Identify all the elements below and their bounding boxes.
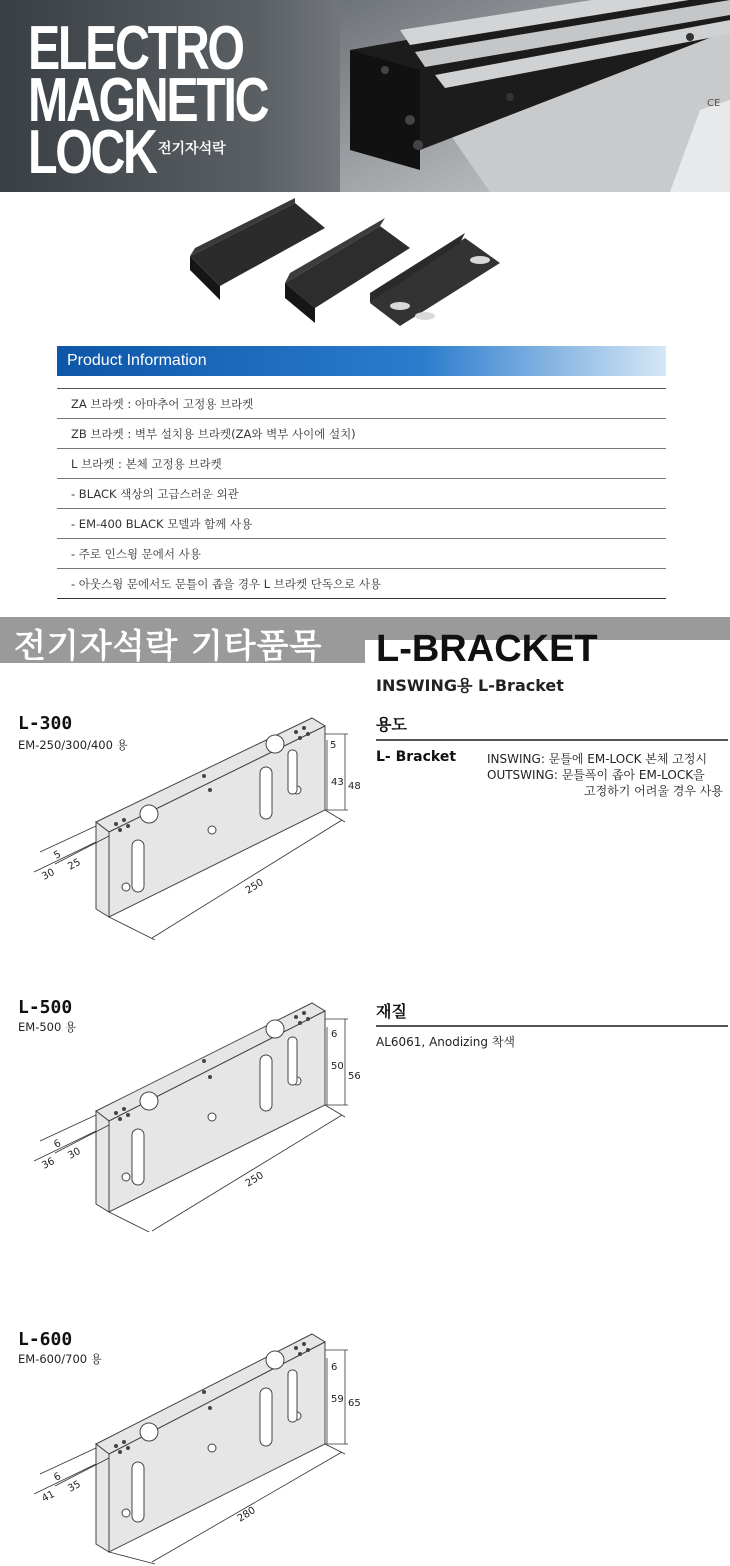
dim-top-label: 6 — [331, 1362, 338, 1373]
hero-subtitle: 전기자석락 — [158, 141, 226, 157]
maglock-photo — [340, 0, 730, 192]
usage-label: L- Bracket — [376, 749, 457, 765]
product-info-item: - BLACK 색상의 고급스러운 외관 — [57, 479, 666, 509]
dim-inner-label: 43 — [331, 777, 344, 788]
usage-line3: 고정하기 어려울 경우 사용 — [584, 784, 723, 798]
dim-top-label: 5 — [330, 740, 337, 751]
hero-title-line2: MAGNETIC — [28, 66, 268, 135]
band-korean-title: 전기자석락 기타품목 — [14, 626, 323, 665]
dim-c-label: 30 — [40, 866, 57, 883]
product-info-list — [57, 388, 666, 599]
dim-length-label: 250 — [243, 877, 266, 897]
dim-top-label: 6 — [331, 1029, 338, 1040]
material-text: AL6061, Anodizing 착색 — [376, 1035, 516, 1049]
usage-line2: OUTSWING: 문틀폭이 좁아 EM-LOCK을 — [487, 768, 705, 782]
hero-title-line3: LOCK — [28, 118, 156, 187]
material-rule — [376, 1025, 728, 1027]
dim-length-label: 250 — [243, 1170, 266, 1190]
dim-c-label: 41 — [40, 1488, 57, 1505]
dim-inner-label: 50 — [331, 1061, 344, 1072]
band-english-title: L-BRACKET — [376, 628, 598, 670]
model-compat-l600: EM-600/700 용 — [18, 1352, 102, 1366]
model-compat-l300: EM-250/300/400 용 — [18, 738, 128, 752]
dim-outer-label: 65 — [348, 1398, 361, 1409]
product-info-header — [57, 346, 666, 376]
product-info-item: L 브라켓 : 본체 고정용 브라켓 — [57, 449, 666, 479]
dim-b-label: 25 — [66, 856, 83, 873]
dim-inner-label: 59 — [331, 1394, 344, 1405]
dim-outer-label: 56 — [348, 1071, 361, 1082]
hero-banner — [0, 0, 730, 192]
product-info-title: Product Information — [67, 352, 207, 369]
product-info-item: - 아웃스윙 문에서도 문틀이 좁을 경우 L 브라켓 단독으로 사용 — [57, 569, 666, 599]
model-compat-l500: EM-500 용 — [18, 1020, 77, 1034]
model-name-l500: L-500 — [18, 997, 73, 1018]
ce-mark: CE — [707, 98, 721, 109]
product-info-item: - EM-400 BLACK 모델과 함께 사용 — [57, 509, 666, 539]
model-name-l600: L-600 — [18, 1329, 73, 1350]
product-info-item: - 주로 인스윙 문에서 사용 — [57, 539, 666, 569]
dim-a-label: 5 — [52, 848, 64, 862]
l500-drawing — [20, 997, 365, 1232]
dim-outer-label: 48 — [348, 781, 361, 792]
model-name-l300: L-300 — [18, 713, 73, 734]
bracket-product-photo — [185, 198, 525, 333]
dim-length-label: 280 — [235, 1505, 258, 1525]
dim-a-label: 6 — [52, 1470, 64, 1484]
l300-drawing — [20, 712, 365, 947]
dim-c-label: 36 — [40, 1155, 57, 1172]
product-info-item: ZB 브라켓 : 벽부 설치용 브라켓(ZA와 벽부 사이에 설치) — [57, 419, 666, 449]
band-subtitle: INSWING용 L-Bracket — [376, 676, 564, 695]
product-info-item: ZA 브라켓 : 아마추어 고정용 브라켓 — [57, 389, 666, 419]
dim-b-label: 30 — [66, 1145, 83, 1162]
dim-b-label: 35 — [66, 1478, 83, 1495]
dim-a-label: 6 — [52, 1137, 64, 1151]
usage-line1: INSWING: 문틀에 EM-LOCK 본체 고정시 — [487, 752, 708, 766]
l600-drawing — [20, 1328, 365, 1566]
hero-title-line1: ELECTRO — [28, 14, 243, 83]
material-heading: 재질 — [376, 1002, 407, 1021]
usage-rule — [376, 739, 728, 741]
usage-heading: 용도 — [376, 715, 407, 734]
